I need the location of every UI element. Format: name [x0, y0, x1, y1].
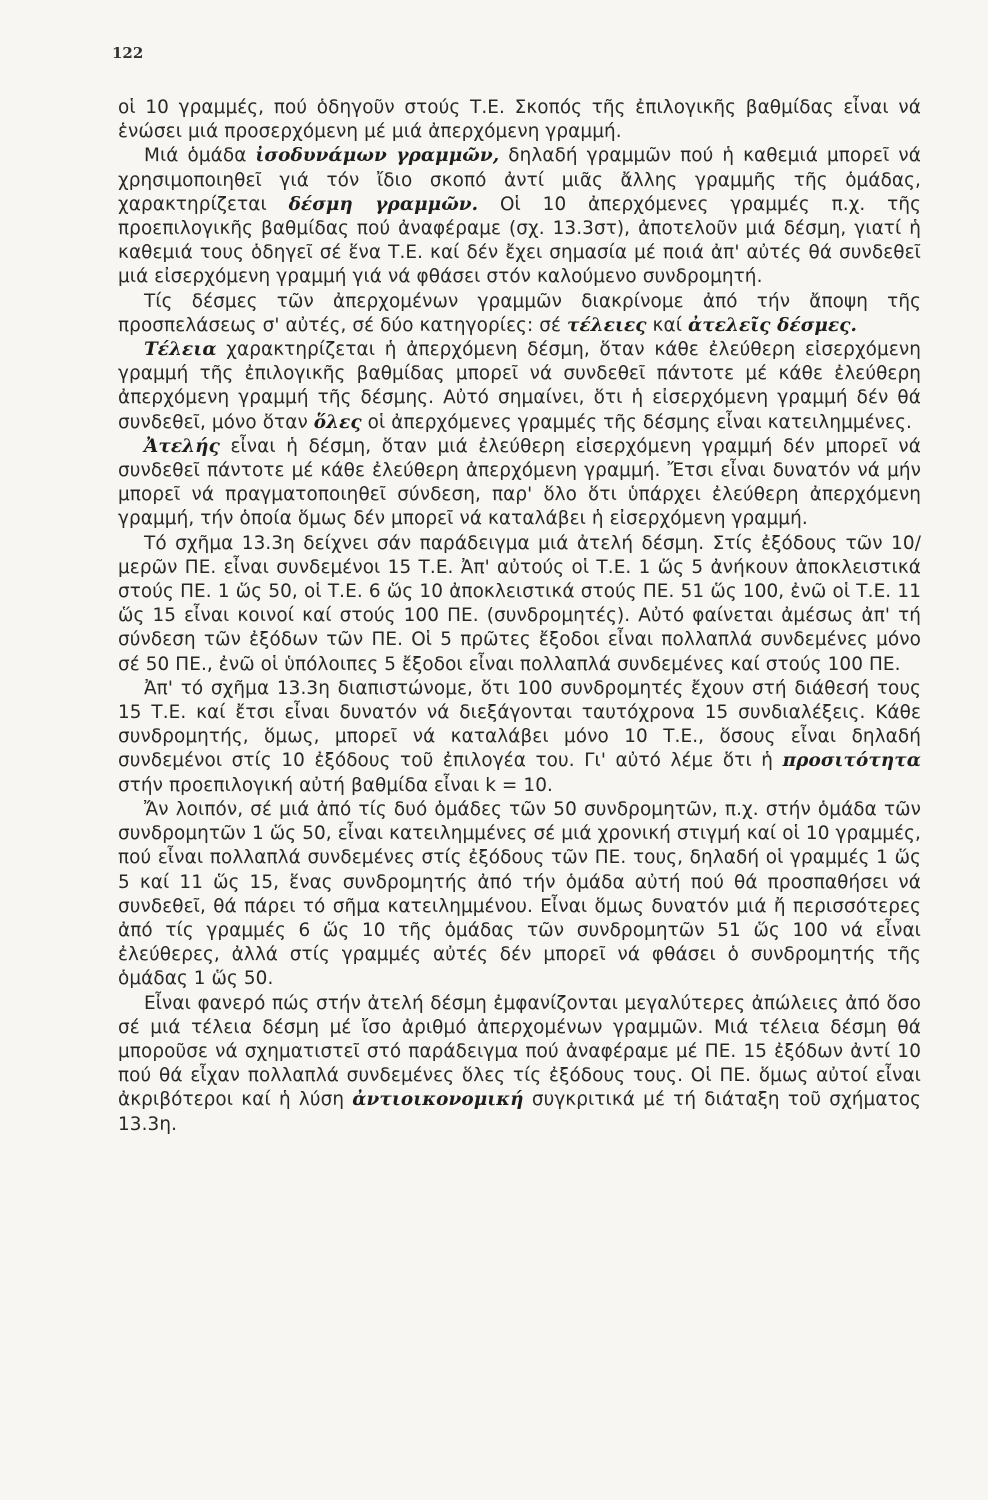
- page-number: 122: [112, 44, 144, 62]
- text-run: Μιά ὁμάδα: [144, 145, 256, 167]
- paragraph: [118, 338, 921, 435]
- text-run: οἱ 10 γραμμές, πού ὁδηγοῦν στούς Τ.Ε. Σκοπός τῆς ἐπιλογικῆς βαθμίδας εἶναι νά ἑνώσει μιά προσερχόμενη μέ μιά ἀπερχόμενη γραμμή.: [118, 97, 921, 143]
- text-run: στήν προεπιλογική αὐτή βαθμίδα εἶναι k = 10.: [118, 774, 553, 796]
- paragraph: [118, 290, 921, 338]
- paragraph: [118, 532, 921, 677]
- text-run: συγκριτικά μέ τή διάταξη τοῦ σχήματος 13.3η.: [118, 1089, 921, 1135]
- text-run: δηλαδή γραμμῶν πού ἡ καθεμιά μπορεῖ νά χρησιμοποιηθεῖ γιά τόν ἴδιο σκοπό ἀντί μιᾶς ἄλλης γραμμῆς τῆς ὁμάδας, χαρακτηρίζεται: [118, 145, 921, 215]
- text-run: Ἄν λοιπόν, σέ μιά ἀπό τίς δυό ὁμάδες τῶν 50 συνδρομητῶν, π.χ. στήν ὁμάδα τῶν συνδρομητῶν 1 ὥς 50, εἶναι κατειλημμένες σέ μιά χρονική στιγμή καί οἱ 10 γραμμές, πού εἶναι πολλαπλά συνδεμένες στίς ἐξόδους τῶν ΠΕ. τους, δηλαδή οἱ γραμμές 1 ὥς 5 καί 11 ὥς 15, ἕνας συνδρομητής ἀπό τήν ὁμάδα αὐτή πού θά προσπαθήσει νά συνδεθεῖ, θά πάρει τό σῆμα κατειλημμένου. Εἶναι ὅμως δυνατόν μιά ἤ περισσότερες ἀπό τίς γραμμές 6 ὥς 10 τῆς ὁμάδας τῶν συνδρομητῶν 51 ὥς 100 νά εἶναι ἐλεύθερες, ἀλλά στίς γραμμές αὐτές δέν μπορεῖ νά φθάσει ὁ συνδρομητής τῆς ὁμάδας 1 ὥς 50.: [118, 798, 921, 990]
- emphasized-term: Ἀτελής: [144, 435, 220, 457]
- text-run: εἶναι ἡ δέσμη, ὅταν μιά ἐλεύθερη εἰσερχόμενη γραμμή δέν μπορεῖ νά συνδεθεῖ πάντοτε μέ κάθε ἐλεύθερη ἀπερχόμενη γραμμή. Ἔτσι εἶναι δυνατόν νά μήν μπορεῖ νά πραγματοποιηθεῖ σύνδεση, παρ' ὅλο ὅτι ὑπάρχει ἐλεύθερη ἀπερχόμενη γραμμή, τήν ὁποία ὅμως δέν μπορεῖ νά καταλάβει ἡ εἰσερχόμενη γραμμή.: [118, 435, 921, 530]
- paragraph: [118, 144, 921, 289]
- emphasized-term: προσιτότητα: [782, 750, 921, 772]
- emphasized-term: τέλειες: [567, 314, 647, 336]
- text-run: Τίς δέσμες τῶν ἀπερχομένων γραμμῶν διακρίνομε ἀπό τήν ἄποψη τῆς προσπελάσεως σ' αὐτές, σέ δύο κατηγορίες: σέ: [118, 290, 921, 336]
- paragraph: [118, 435, 921, 532]
- emphasized-term: δέσμη γραμμῶν.: [288, 193, 479, 215]
- text-run: χαρακτηρίζεται ἡ ἀπερχόμενη δέσμη, ὅταν κάθε ἐλεύθερη εἰσερχόμενη γραμμή τῆς ἐπιλογικῆς βαθμίδας μπορεῖ νά συνδεθεῖ πάντοτε μέ κάθε ἐλεύθερη ἀπερχόμενη γραμμή τῆς δέσμης. Αὐτό σημαίνει, ὅτι ἡ εἰσερχόμενη γραμμή δέν θά συνδεθεῖ, μόνο ὅταν: [118, 339, 921, 433]
- text-run: καί: [646, 314, 688, 336]
- emphasized-term: ἀτελεῖς δέσμες.: [688, 314, 858, 336]
- text-run: Ἀπ' τό σχῆμα 13.3η διαπιστώνομε, ὅτι 100 συνδρομητές ἔχουν στή διάθεσή τους 15 Τ.Ε. καί ἔτσι εἶναι δυνατόν νά διεξάγονται ταυτόχρονα 15 συνδιαλέξεις. Κάθε συνδρομητής, ὅμως, μπορεῖ νά καταλάβει μόνο 10 Τ.Ε., ὅσους εἶναι δηλαδή συνδεμένοι στίς 10 ἐξόδους τοῦ ἐπιλογέα του. Γι' αὐτό λέμε ὅτι ἡ: [118, 677, 921, 772]
- emphasized-term: ὅλες: [313, 411, 362, 433]
- emphasized-term: ἀντιοικονομική: [352, 1089, 524, 1111]
- text-run: Εἶναι φανερό πώς στήν ἀτελή δέσμη ἐμφανίζονται μεγαλύτερες ἀπώλειες ἀπό ὅσο σέ μιά τέλεια δέσμη μέ ἴσο ἀριθμό ἀπερχομένων γραμμῶν. Μιά τέλεια δέσμη θά μποροῦσε νά σχηματιστεῖ στό παράδειγμα πού ἀναφέραμε μέ ΠΕ. 15 ἐξόδων ἀντί 10 πού θά εἶχαν πολλαπλά συνδεμένες ὅλες τίς ἐξόδους τους. Οἱ ΠΕ. ὅμως αὐτοί εἶναι ἀκριβότεροι καί ἡ λύση: [118, 992, 921, 1111]
- paragraph: [118, 96, 921, 144]
- text-run: Οἱ 10 ἀπερχόμενες γραμμές π.χ. τῆς προεπιλογικῆς βαθμίδας πού ἀναφέραμε (σχ. 13.3στ), ἀποτελοῦν μιά δέσμη, γιατί ἡ καθεμιά τους ὁδηγεῖ σέ ἕνα Τ.Ε. καί δέν ἔχει σημασία μέ ποιά ἀπ' αὐτές θά συνδεθεῖ μιά εἰσερχόμενη γραμμή γιά νά φθάσει στόν καλούμενο συνδρομητή.: [118, 193, 921, 288]
- text-run: οἱ ἀπερχόμενες γραμμές τῆς δέσμης εἶναι κατειλημμένες.: [361, 411, 912, 433]
- body-text: [118, 96, 921, 1137]
- text-run: Τό σχῆμα 13.3η δείχνει σάν παράδειγμα μιά ἀτελή δέσμη. Στίς ἐξόδους τῶν 10/μερῶν ΠΕ. εἶναι συνδεμένοι 15 Τ.Ε. Ἀπ' αὐτούς οἱ Τ.Ε. 1 ὥς 5 ἀνήκουν ἀποκλειστικά στούς ΠΕ. 1 ὥς 50, οἱ Τ.Ε. 6 ὥς 10 ἀποκλειστικά στούς ΠΕ. 51 ὥς 100, ἐνῶ οἱ Τ.Ε. 11 ὥς 15 εἶναι κοινοί καί στούς 100 ΠΕ. (συνδρομητές). Αὐτό φαίνεται ἀμέσως ἀπ' τή σύνδεση τῶν ἐξόδων τῶν ΠΕ. Οἱ 5 πρῶτες ἔξοδοι εἶναι πολλαπλά συνδεμένες μόνο σέ 50 ΠΕ., ἐνῶ οἱ ὑπόλοιπες 5 ἔξοδοι εἶναι πολλαπλά συνδεμένες καί στούς 100 ΠΕ.: [118, 532, 921, 675]
- paragraph: [118, 677, 921, 798]
- paragraph: [118, 992, 921, 1137]
- emphasized-term: Τέλεια: [144, 339, 217, 361]
- emphasized-term: ἰσοδυνάμων γραμμῶν,: [255, 145, 500, 167]
- paragraph: [118, 798, 921, 992]
